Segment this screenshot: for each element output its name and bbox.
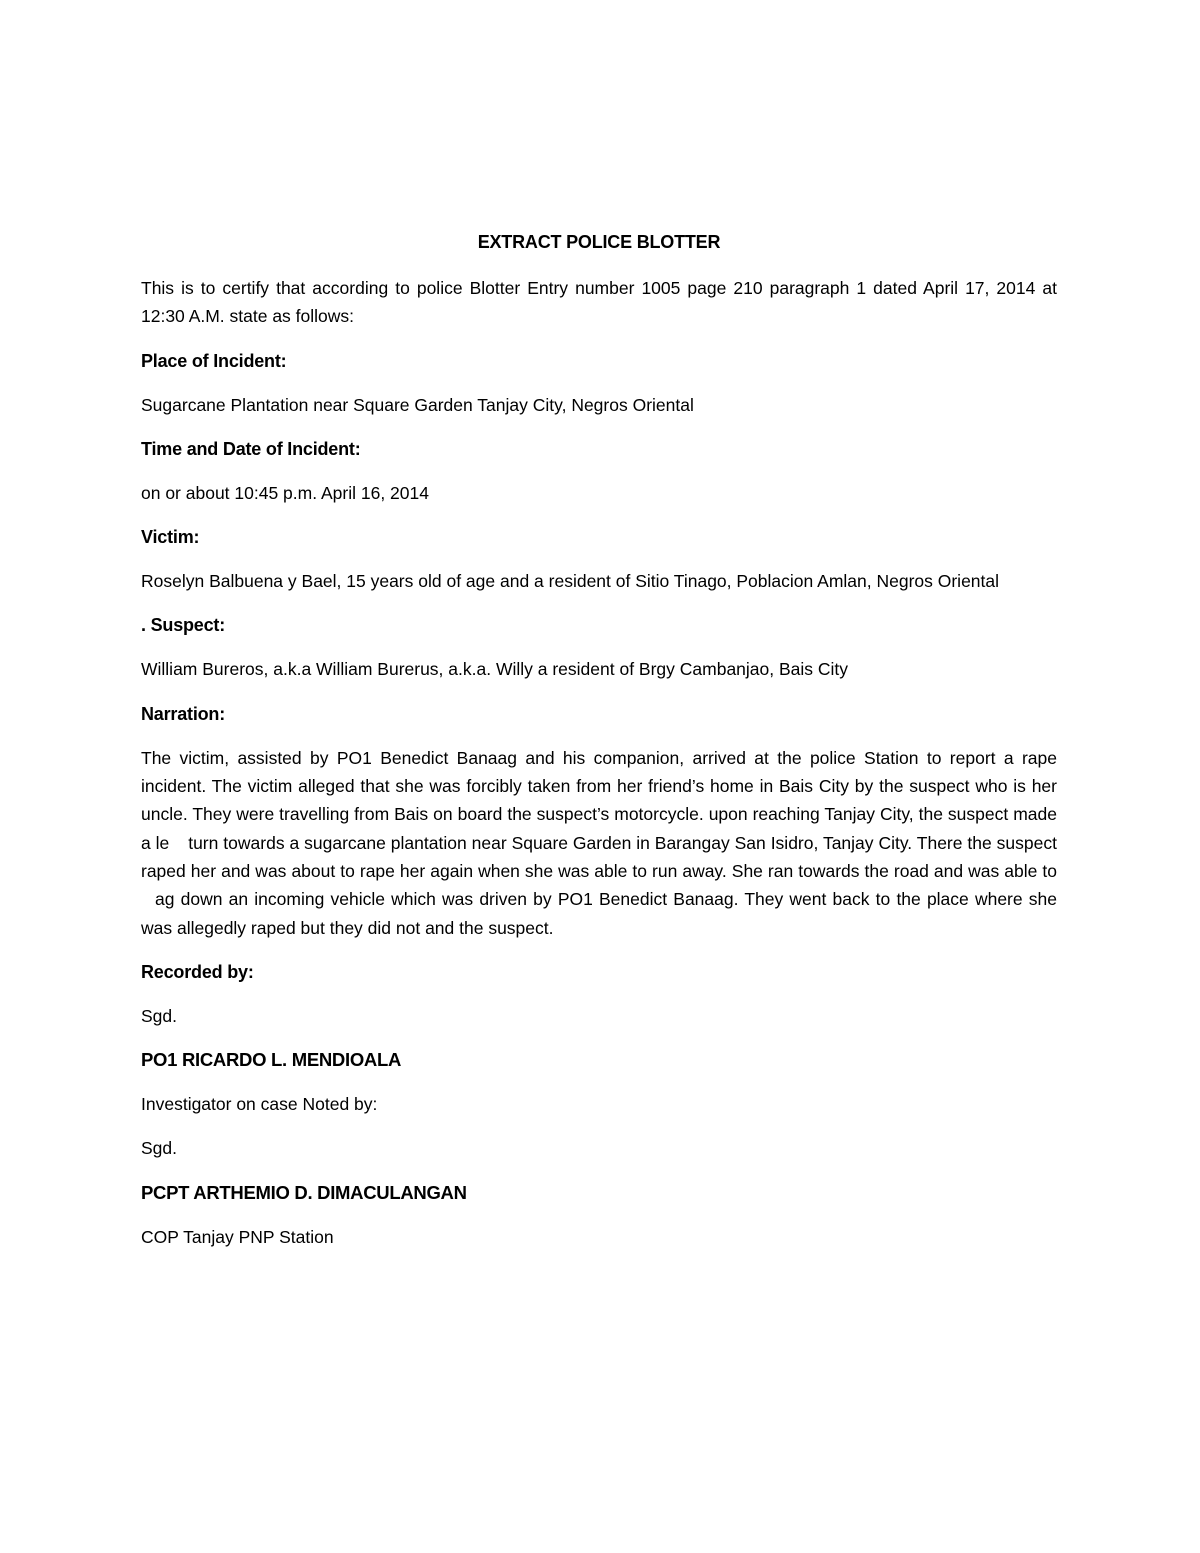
recorded-officer-role: Investigator on case Noted by:: [141, 1094, 378, 1115]
suspect-heading: . Suspect:: [141, 615, 226, 636]
noted-signature: Sgd.: [141, 1138, 177, 1159]
narration-value: The victim, assisted by PO1 Benedict Banaag and his companion, arrived at the police Station to report a rape incident. The victim alleged that she was forcibly taken from her friend’s home in Bais City by the suspect who is her uncle. They were travelling from Bais on board the suspect’s motorcycle. upon reaching Tanjay City, the suspect made a le turn towards a sugarcane plantation near Square Garden in Barangay San Isidro, Tanjay City. There the suspect raped her and was about to rape her again when she was able to run away. She ran towards the road and was able to ag down an incoming vehicle which was driven by PO1 Benedict Banaag. They went back to the place where she was allegedly raped but they did not and the suspect.: [141, 747, 1057, 938]
document-body: [141, 228, 1057, 1267]
recorded-signature: Sgd.: [141, 1005, 177, 1026]
time-heading: Time and Date of Incident:: [141, 438, 361, 459]
suspect-value: William Bureros, a.k.a William Burerus, a.k.a. Willy a resident of Brgy Cambanjao, Bais City: [141, 659, 849, 680]
recorded-officer-name: PO1 RICARDO L. MENDIOALA: [141, 1049, 402, 1071]
noted-officer-name: PCPT ARTHEMIO D. DIMACULANGAN: [141, 1181, 467, 1203]
place-value: Sugarcane Plantation near Square Garden Tanjay City, Negros Oriental: [141, 394, 694, 415]
noted-officer-role: COP Tanjay PNP Station: [141, 1226, 334, 1247]
time-value: on or about 10:45 p.m. April 16, 2014: [141, 482, 429, 503]
intro-paragraph: This is to certify that according to police Blotter Entry number 1005 page 210 paragraph 1 dated April 17, 2014 at 12:30 A.M. state as follows:: [141, 278, 1057, 327]
place-heading: Place of Incident:: [141, 350, 287, 371]
victim-value: Roselyn Balbuena y Bael, 15 years old of age and a resident of Sitio Tinago, Poblacion Amlan, Negros Oriental: [141, 571, 1000, 592]
victim-heading: Victim:: [141, 527, 200, 548]
recorded-by-heading: Recorded by:: [141, 961, 254, 982]
document-title: EXTRACT POLICE BLOTTER: [477, 232, 721, 252]
narration-heading: Narration:: [141, 703, 226, 724]
